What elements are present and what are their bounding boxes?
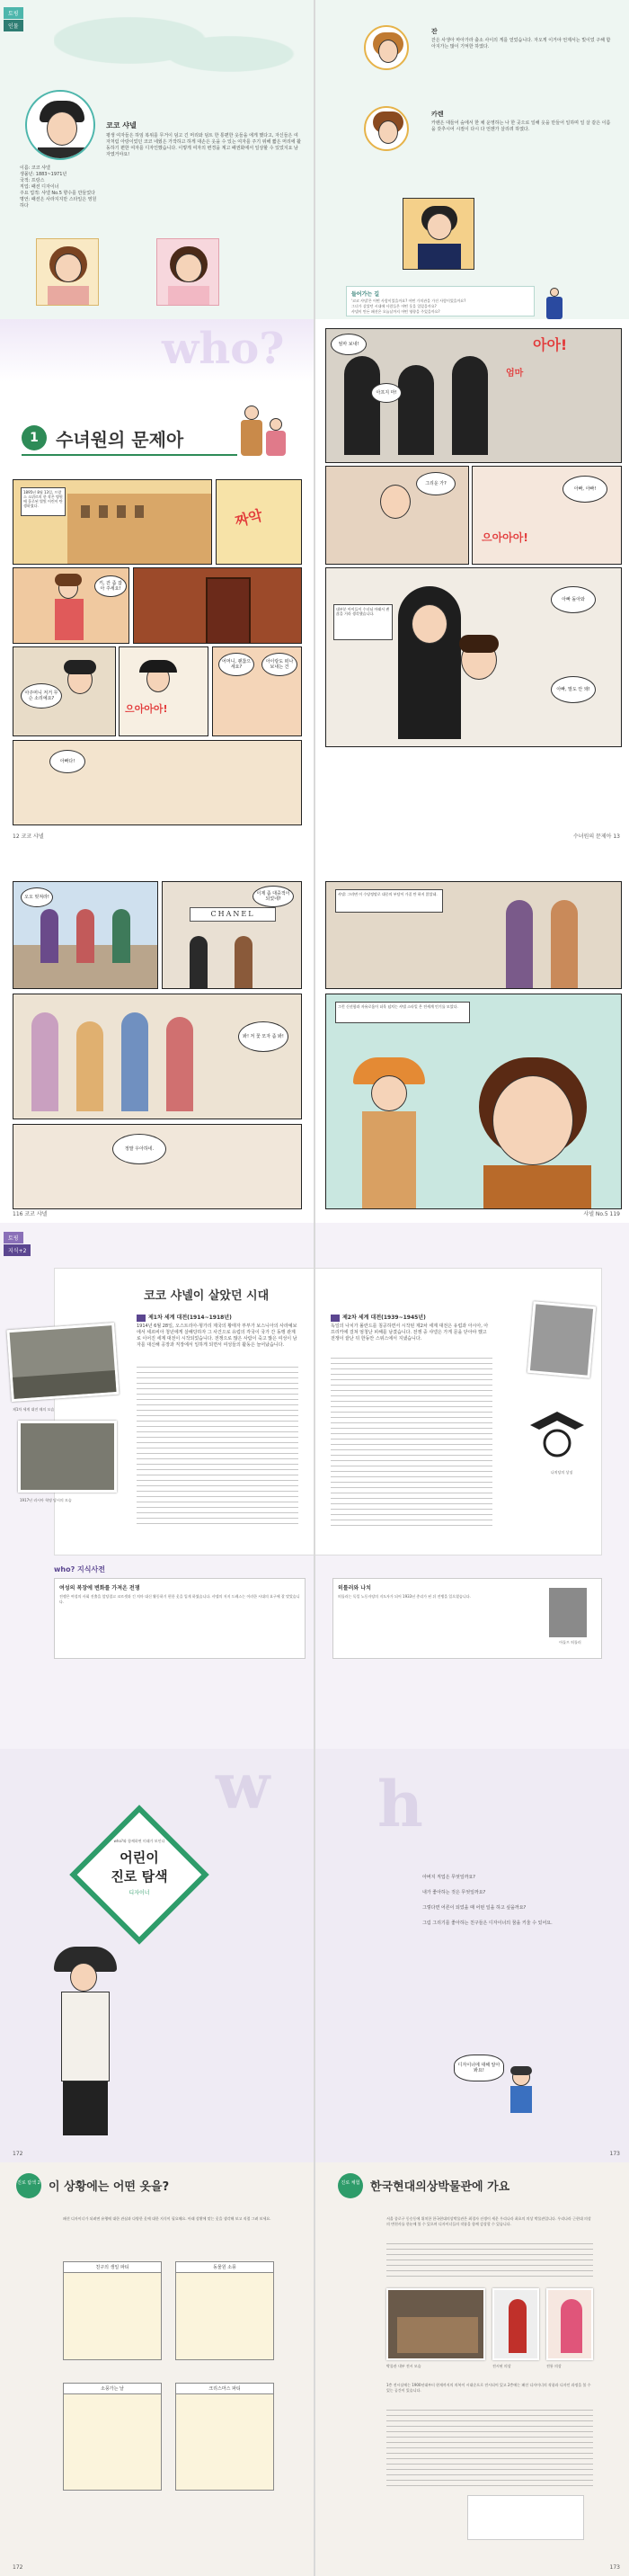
page-number-left: 116 코코 샤넬 [13, 1211, 48, 1217]
section-tag-top: 토핑 [4, 7, 23, 19]
comic-panel-worried [13, 646, 116, 736]
photo-caption: 박물관 내부 전시 모습 [386, 2364, 421, 2368]
spread-career-activities [0, 2162, 629, 2576]
drawing-box[interactable] [63, 2261, 162, 2360]
comic-panel-store-front [162, 881, 302, 989]
jean-name: 잔 [431, 28, 438, 35]
section-tag-bottom: 인물 [4, 20, 23, 31]
speech-bubble: 그리운 가? [416, 472, 456, 495]
activity-intro-left: 패션 디자이너가 되려면 유행에 대한 관심과 다양한 옷에 대한 지식이 필요해요. 아래 상황에 맞는 옷을 생각해 보고 직접 그려 보세요. [63, 2216, 271, 2221]
knowledge-body-left: 전쟁은 여성의 사회 진출을 앞당겼고 코르셋과 긴 치마 대신 활동하기 편한 옷을 입게 하였습니다. 샤넬의 저지 드레스는 이러한 시대의 요구에 잘 맞았습니다. [59, 1594, 300, 1604]
ww1-photo-caption: 제1차 세계 대전 때의 모습 [13, 1407, 55, 1412]
page-number-left: 12 코코 샤넬 [13, 833, 44, 840]
chapter-title-underline [22, 454, 237, 456]
speech-bubble: 아이랑도 떠나 보내는 건 [261, 653, 297, 676]
page-number-right: 샤넬 No.5 119 [583, 1211, 620, 1217]
karen-name: 카렌 [431, 111, 444, 118]
career-question: 내가 좋아하는 것은 무엇일까요? [422, 1890, 486, 1895]
intro-info-item: 그녀가 살았던 시대에 사람들은 어떤 옷을 입었을까요? [351, 304, 437, 308]
ww1-heading: 제1차 세계 대전(1914~1918년) [137, 1313, 232, 1322]
drawing-box[interactable] [63, 2383, 162, 2491]
drawing-box[interactable] [175, 2383, 274, 2491]
page-number-right: 수녀원의 문제아 13 [572, 833, 620, 840]
comic-panel-town [13, 479, 212, 565]
knowledge-body-right: 히틀러는 독일 노동자당의 지도자가 되어 1933년 총리가 된 뒤 전쟁을 일으켰습니다. [338, 1594, 471, 1599]
chanel-portrait [25, 90, 95, 160]
comic-panel-ladies-talk [13, 1124, 302, 1209]
young-chanel-image [36, 238, 99, 306]
drawing-box-label: 소풍가는 날 [64, 2384, 161, 2394]
career-question: 그림 그리기를 좋아하는 친구들은 디자이너의 꿈을 키울 수 있어요. [422, 1921, 553, 1926]
comic-panel-crowd [13, 994, 302, 1119]
chanel-full-figure [36, 1947, 135, 2144]
comic-panel-embrace [325, 567, 622, 747]
ww2-heading: 제2차 세계 대전(1939~1945년) [331, 1313, 426, 1322]
intro-info-item: 샤넬이 만든 패션은 오늘날까지 어떤 영향을 주었을까요? [351, 309, 440, 314]
lady-in-suit-figure [543, 288, 566, 319]
eagle-emblem-icon [521, 1403, 593, 1466]
sfx-text: 엄마 [506, 369, 524, 379]
comic-panel-sign [216, 479, 302, 565]
spread-history [0, 1223, 629, 1749]
karen-bio: 카렌은 대들어 숲에서 한 채 운영하는 나 한 곳으로 일해 옷을 만들어 일하며 일 살 같은 이름을 갖추시어 시절이 다시 다 언젠가 살리려 하였다. [431, 120, 611, 132]
speech-bubble: 정말 우아하네. [112, 1134, 166, 1164]
narration-box: 샤넬: 그러면 이 수당정말로 대중의 부담이 가질 만 하지 않았네. [335, 889, 443, 913]
chanel-facts: 이름: 코코 샤넬 생몰년: 1883~1971년 국적: 프랑스 직업: 패션 디자이너 주요 업적: 샤넬 No.5 향수를 만들었다 명언: 패션은 사라지지만 스타일은 영원하다 [20, 165, 97, 209]
photo-caption: 전통 의상 [546, 2364, 562, 2368]
activity-title-right: 한국현대의상박물관에 가요 [370, 2180, 510, 2194]
drawing-box-label: 친구의 생일 파티 [64, 2262, 161, 2273]
revolution-photo [18, 1421, 117, 1493]
page-number-right: 173 [609, 2564, 620, 2571]
speech-bubble: 오오 멋져라! [21, 887, 53, 907]
chapter-title: 수녀원의 문제아 [56, 429, 184, 450]
speech-bubble: 아빠 돌아와 [551, 586, 596, 613]
knowledge-box-right [332, 1578, 602, 1659]
drawing-box-label: 크리스마스 파티 [176, 2384, 273, 2394]
knowledge-title-right: 히틀러와 나치 [338, 1585, 371, 1591]
comic-panel-nun [119, 646, 208, 736]
ww2-body-lines [331, 1358, 492, 1529]
page-number-left: 172 [13, 2151, 23, 2157]
speech-bubble: 아주머니 저거 무슨 소리예요? [21, 683, 62, 709]
sfx-text: 으아아아! [125, 703, 168, 715]
comic-panel-street [13, 881, 158, 989]
speech-bubble: 어머니, 괜찮으세요? [218, 653, 254, 676]
sfx-text: 아아! [533, 336, 568, 353]
kid-speech-bubble: 디자이너에 대해 알아봐요! [454, 2055, 504, 2081]
speech-bubble: 아빠, 말도 안 돼! [551, 676, 596, 703]
career-question: 아버지 직업은 무엇일까요? [422, 1875, 475, 1880]
career-badge-text [85, 1839, 193, 1896]
speech-bubble: 아프지 마! [371, 383, 402, 403]
activity-title-left: 이 상황에는 어떤 옷을? [49, 2180, 170, 2194]
museum-photo-accessories [467, 2495, 584, 2540]
family-figures [235, 400, 298, 468]
chanel-bio: 평생 여자들은 하임 복위를 무거이 덤고 긴 머리와 덤트 한 통편한 옷들을 에게 했다고, 자신들은 여자처럼 아랑이었던 코코 네웠은 가작하고 하게 대손은 옷을 수 있는 여자를 주기 위해 짧은 머리에 활동하기 편한 여자를 디자인했습니다. 이렇게 여자의 변경을 계고 패권화에서 일상할 수 있었지요 남자였거야요! [106, 133, 302, 157]
older-chanel-image [403, 198, 474, 270]
sfx-text: 짜악 [233, 506, 265, 530]
knowledge-title-left: 여성의 복장에 변화를 가져온 전쟁 [59, 1585, 140, 1591]
intro-info-item: '코코 샤넬'은 어떤 사람이었을까요? 어떤 가치관을 가진 사람이었을까요? [351, 299, 466, 303]
who-logo-text: who? [162, 324, 285, 374]
chanel-name: 코코 샤넬 [106, 121, 137, 129]
comic-panel-girl-running [13, 567, 129, 644]
ww1-body: 1914년 6월 28일, 오스트리아-헝가리 제국의 황태자 부부가 보스니아의 사라예보에서 세르비아 청년에게 살해당하자 그 사건으로 유럽의 각국이 국가 간 동맹 관계로 이어진 세계 대전이 시작되었습니다. 전쟁으로 많은 사람이 죽고 많은 여성이 남자를 대신해 공장과 직장에서 일하게 되면서 여성들의 활동은 늘어났습니다. [137, 1324, 297, 1348]
world-map-backdrop [54, 4, 306, 94]
nazi-emblem [521, 1403, 593, 1466]
ww1-photo [6, 1323, 119, 1402]
revolution-photo-caption: 1917년 러시아 혁명 당시의 모습 [20, 1498, 72, 1502]
speech-bubble: 이제 좀 대중적이 되었네? [252, 886, 294, 907]
career-badge-small: who?와 함께하면 미래가 보인다 [113, 1839, 165, 1843]
officer-photo [527, 1301, 597, 1378]
comic-panel-bottom-left [13, 740, 302, 825]
career-question: 그렇다면 어른이 되었을 때 어떤 일을 하고 싶을까요? [422, 1905, 527, 1911]
intro-info-title: 들어가는 길 [351, 291, 380, 298]
jean-bio: 잔은 사생아 마아가라 출소 사이의 게를 얻었습니다. 자오게 이거야 언제서는 빛이었 구해 함아지가는 많이 기억한 하였다. [431, 38, 611, 49]
who-bg-logo: h [377, 1767, 423, 1841]
portrait-caption: 아돌프 히틀러 [559, 1640, 581, 1645]
narration-box: 그런 신선함과 자유로움이 더욱 넘치는 샤넬 스타일 은 전세계 인기를 모았다. [335, 1002, 470, 1023]
photo-caption: 전시된 의상 [492, 2364, 511, 2368]
museum-body-lines [386, 2243, 593, 2279]
comic-panel-nun-hand [472, 466, 622, 565]
speech-bubble: 봐! 저 꽃 모자 좀 봐! [238, 1021, 288, 1052]
career-badge-sub: 디자이너 [128, 1890, 150, 1896]
museum-body-2-lines [386, 2410, 593, 2491]
narration-box: 1895년 8월 13일, 프랑스 소뮈르의 한 작은 병원에 홀로된 별빛 어린이 탄생하였다. [21, 487, 66, 516]
emblem-caption: 나치당의 상징 [550, 1470, 573, 1475]
drawing-box[interactable] [175, 2261, 274, 2360]
speech-bubble: 아빠다! [49, 750, 85, 773]
boutique-sign: CHANEL [190, 907, 276, 922]
ww1-badge [137, 1315, 146, 1322]
ww2-body: 독일의 나치가 폴란드를 침공하면서 시작된 제2차 세계 대전은 유럽과 아시아, 아프리카에 걸쳐 엄청난 피해를 남겼습니다. 전쟁 중 샤넬은 가게 문을 닫아야 했고 전쟁이 끝난 뒤 한동안 스위스에서 지냈습니다. [331, 1324, 489, 1341]
comic-panel-chanel-closeup [325, 994, 622, 1209]
hitler-portrait [549, 1588, 587, 1637]
history-title: 코코 샤넬이 살았던 시대 [144, 1289, 270, 1303]
museum-photo-dress [492, 2288, 539, 2360]
museum-body-2: 1층 전시실에는 1900년대부터 현재까지의 의복이 시대순으로 전시되어 있고 2층에는 패션 디자이너의 작품과 디자인 과정을 볼 수 있는 공간이 있습니다. [386, 2383, 591, 2393]
page-number-right: 173 [609, 2151, 620, 2157]
career-questions [422, 1875, 584, 1927]
museum-body: 서울 종로구 동숭동에 위치한 한국현대의상박물관은 최경자 선생이 세운 우리나라 최초의 의상 박물관입니다. 우리나라 근현대 의상의 변천사를 한눈에 볼 수 있으며 디자이너들의 작품을 함께 감상할 수 있습니다. [386, 2216, 591, 2226]
narration-box: 대부분 아이들이 수녀님 아래서 괜찮을 거라 생각했습니다. [333, 604, 393, 640]
section-tag-bottom: 지식+2 [4, 1244, 31, 1256]
career-tag-badge-left: 진로 탐색 2 [16, 2173, 41, 2198]
spread-chapter1 [0, 319, 629, 845]
page-number-left: 172 [13, 2564, 23, 2571]
ww1-body-lines [137, 1367, 298, 1529]
spread-characters [0, 0, 629, 319]
section-tag-top: 토핑 [4, 1232, 23, 1243]
ww2-badge [331, 1315, 340, 1322]
comic-panel-door [133, 567, 302, 644]
speech-bubble: 엄마 보내! [331, 334, 367, 355]
career-tag-badge-right: 진로 체험 [338, 2173, 363, 2198]
comic-panel-crying [325, 466, 469, 565]
speech-bubble: 키, 잔 좀 잡아 주세요! [94, 575, 127, 597]
spread-chanel-boutique [0, 845, 629, 1223]
karen-portrait [364, 106, 409, 151]
kid-figure [503, 2068, 539, 2131]
museum-photo-hanbok [546, 2288, 593, 2360]
sfx-text: 으아아아! [482, 531, 528, 544]
comic-panel-crowd-right [325, 881, 622, 989]
speech-bubble: 아빠, 아빠! [563, 476, 607, 503]
drawing-box-label: 동물원 소풍 [176, 2262, 273, 2273]
who-knowledge-label: who? 지식사전 [54, 1565, 105, 1573]
sister-image [156, 238, 219, 306]
museum-photo-interior [386, 2288, 485, 2360]
intro-info-box [346, 286, 535, 316]
comic-panel-nuns-mass [325, 328, 622, 463]
chapter-number-badge: 1 [22, 425, 47, 450]
jean-portrait [364, 25, 409, 70]
spread-career-intro [0, 1749, 629, 2162]
comic-panel-children [212, 646, 302, 736]
knowledge-box-left [54, 1578, 306, 1659]
who-bg-logo: w [216, 1749, 270, 1823]
career-badge-title: 어린이 진로 탐색 [111, 1850, 168, 1885]
